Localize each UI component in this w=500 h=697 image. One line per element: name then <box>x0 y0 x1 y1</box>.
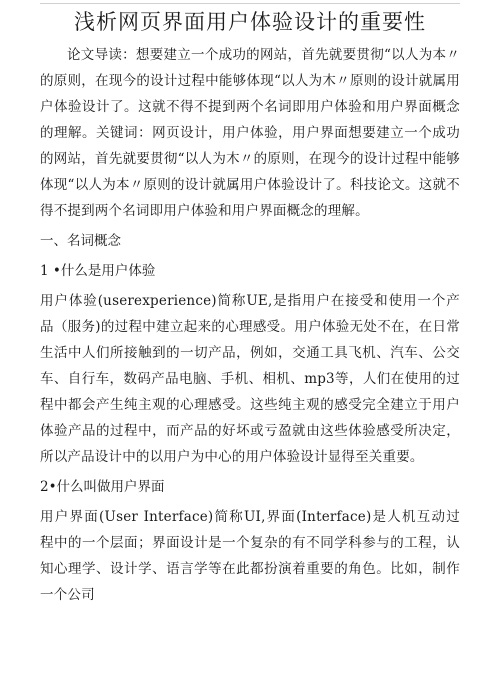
section-heading: 一、名词概念 <box>40 233 121 249</box>
document-title: 浅析网页界面用户体验设计的重要性 <box>74 10 426 34</box>
user-interface-paragraph: 用户界面(User Interface)简称UI,界面(Interface)是人机互动过 程中的一个层面；界面设计是一个复杂的有不同学科参与的工程，认知心理学、设计学、语言学等在此都扮演着重要的角色。比如，制作一个公司 <box>40 509 460 603</box>
subsection-heading-user-experience: 1 •什么是用户体验 <box>40 263 156 279</box>
subsection-heading-user-interface: 2•什么叫做用户界面 <box>40 479 165 495</box>
user-experience-paragraph: 用户体验(userexperience)简称UE,是指用户在接受和使用一个产 品（服务)的过程中建立起来的心理感受。用户体验无处不在，在日常生活中人们所接触到的一切产品，例如，交通工具飞机、汽车、公交车、自行车，数码产品电脑、手机、相机、mp3等，人们在使用的过程中都会产生纯主观的心理感受。这些纯主观的感受完全建立于用户体验产品的过程中，而产品的好坏或亏盈就由这些体验感受所决定，所以产品设计中的以用户为中心的用户体验设计显得至关重要。 <box>40 293 460 465</box>
intro-paragraph: 论文导读：想要建立一个成功的网站，首先就要贯彻“以人为本〃的原则，在现今的设计过程中能够体现“以人为木〃原则的设计就属用户体验设计了。这就不得不提到两个名词即用户体验和用户界面概念 的理解。关键词：网页设计，用户体验，用户界面想要建立一个成功的网站，首先就要贯彻“以人为木〃的原则，在现今的设计过程中能够体现“以人为本〃原则的设计就属用户体验设计了。科技论文。这就不得不提到两个名词即用户体验和用户界面概念的理解。 <box>40 47 460 219</box>
document-page <box>40 0 460 608</box>
